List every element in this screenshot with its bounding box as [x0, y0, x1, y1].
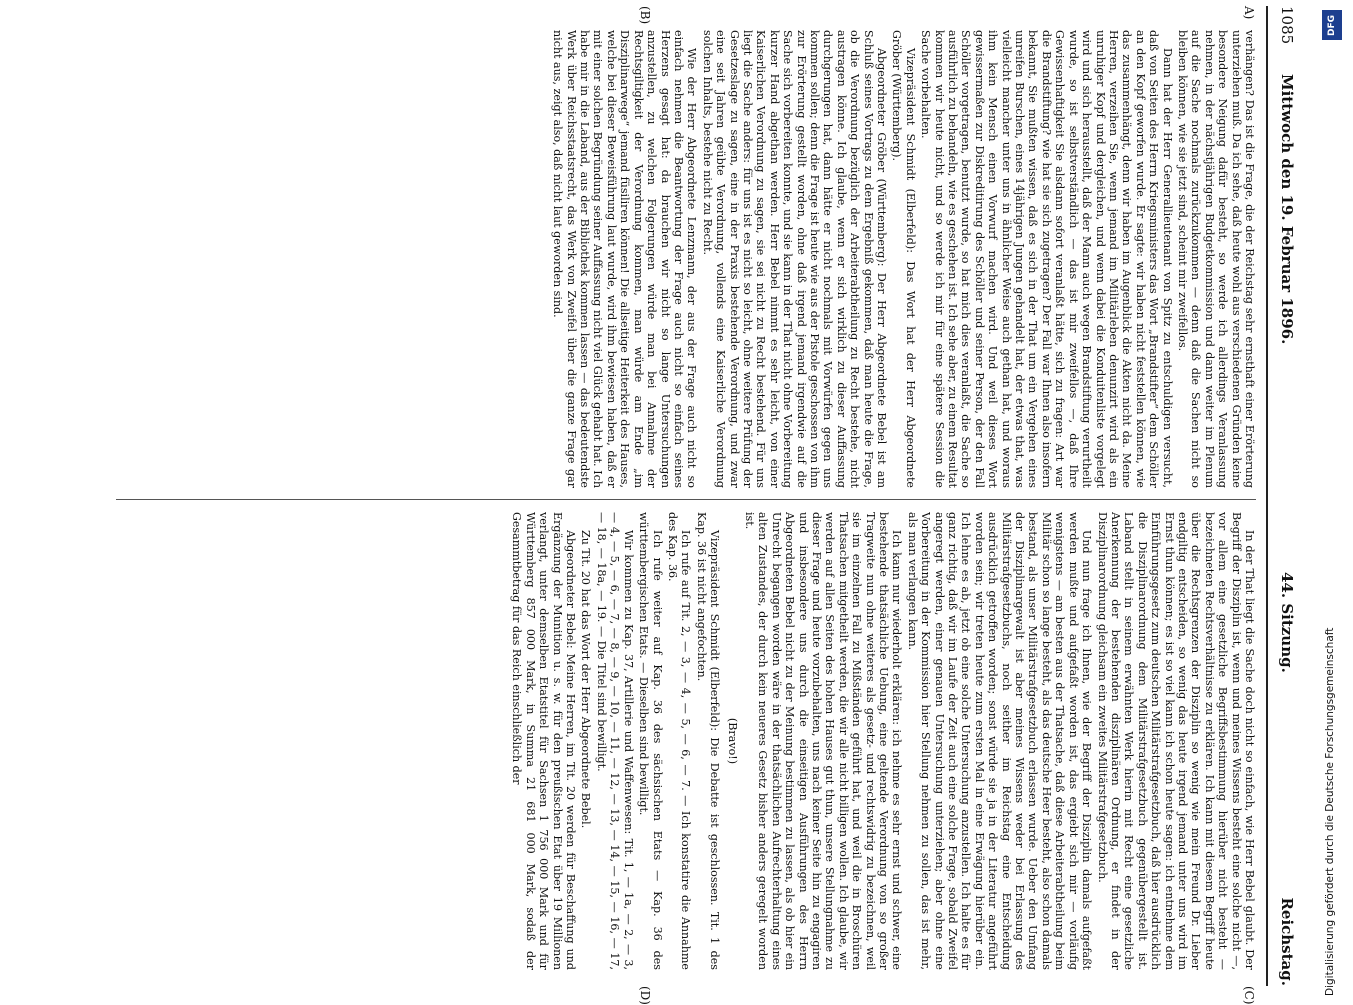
- applause-note: (Bravo!): [725, 717, 739, 765]
- digitization-note: [1322, 6, 1344, 996]
- paragraph: Ich rufe weiter auf Kap. 36 des sächsischen Etats — Kap. 36 des württembergischen Etats. — Dieselben sind bewilligt.: [637, 512, 664, 970]
- page-content: [32, 6, 1302, 1005]
- right-column: [56, 512, 1256, 970]
- paragraph: Abgeordneter Bebel: Meine Herren, im Tit. 20 werden für Beschaffung und Ergänzung der Munition u. s. w. für den preußischen Etat über 19 Millionen verlangt, unter demselben Etatstitel für Sachsen 1 756 000 Mark und für Württemberg 857 000 Mark, in Summa 21 681 000 Mark, sodaß der Gesammtbetrag für das Reich einschließlich der: [510, 512, 578, 970]
- left-column: [56, 30, 1256, 488]
- margin-marker-c: (C): [1242, 986, 1256, 1005]
- header-date: Mittwoch den 19. Februar 1896.: [1278, 74, 1296, 345]
- paragraph: Vizepräsident Schmidt (Elberfeld): Die Debatte ist geschlossen. Tit. 1 des Kap. 36 ist nicht angefochten.: [694, 512, 722, 970]
- paragraph: Ich kann nur wiederholt erklären: ich nehme es sehr ernst und schwer, eine bestehende thatsächliche Uebung, eine geltende Verordnung von so großer Tragweite nun ohne weiteres als gesetz- und rechtswidrig zu bezeichnen, weil sie im einzelnen Fall zu Mißständen geführt hat, und weil die in Broschüren Thatsachen mitgetheilt werden, die wir alle nicht billigen wollen. Ich glaube, wir werden auf allen Seiten des hohen Hauses gut thun, unsere Stellungnahme zu dieser Frage und heute vorzubehalten, uns nach keiner Seite hin zu engagiren und insbesondere uns durch die einseitigen Ausführungen des Herrn Abgeordneten Bebel nicht zu der Meinung bestimmen zu lassen, als ob hier ein Unrecht begangen worden wäre in der thatsächlichen Aufrechterhaltung eines alten Zustandes, der durch kein neueres Gesetz bisher anders geregelt worden ist.: [742, 512, 904, 970]
- paragraph: Und nun frage ich Ihnen, wie der Begriff der Disziplin damals aufgefaßt werden mußte und aufgefaßt worden ist, das ergiebt sich mir — vorläufig wenigstens — am besten aus der Thatsache, daß diese Arbeiterabtheilung beim Militär schon so lange besteht, als das deutsche Heer besteht, also schon damals bestand, als unser Militärstrafgesetzbuch erlassen wurde. Ueber den Umfang der Disziplinargewalt ist aber meines Wissens weder bei Erlassung des Militärstrafgesetzbuchs, noch seither im Reichstag eine Entscheidung ausdrücklich getroffen worden; sonst würde sie ja in der Literatur angeführt worden sein; wir treten heute zum ersten Mal in eine Erwägung hierüber ein. Ich lehne es ab, jetzt ob eine solche Untersuchung anzustellen. Ich halte es für ganz richtig, daß wir im Laufe der Zeit auch eine solche Frage, sobald Zweifel angeregt werden, einer genauen Untersuchung unterziehen; aber ohne eine Vorbereitung in der Kommission hier Stellung nehmen zu sollen, das ist mehr, als man verlangen kann.: [905, 512, 1094, 970]
- margin-marker-b: (B): [638, 6, 652, 25]
- header-house: Reichstag.: [1278, 897, 1296, 986]
- header-session: 44. Sitzung.: [1278, 572, 1296, 673]
- paragraph: Zu Tit. 20 hat das Wort der Herr Abgeordnete Bebel.: [579, 530, 593, 829]
- column-divider: [116, 499, 1256, 500]
- page-number: 1085: [1278, 6, 1296, 45]
- paragraph: Ich rufe auf Tit. 2, — 3, — 4, — 5, — 6, — 7. — Ich konstatire die Annahme des Kap. 36.: [665, 512, 693, 970]
- paragraph: Dann hat der Herr Generallieutenant von Spitz zu entschuldigen versucht, daß von Seiten des Herrn Kriegsministers das Wort „Brandstifter“ dem Schöller an den Kopf geworfen wurde. Er sagte: wir haben nicht feststellen können, wie das zusammenhängt, denn wir haben im Augenblick die Akten nicht da. Meine Herren, verzeihen Sie, wenn jemand im Militärleben denunzirt wird als ein unruhiger Kopf und dergleichen, und wenn dabei die Konduitenliste vorgelegt wird und sich herausstellt, daß der Mann auch wegen Brandstiftung verurtheilt wurde, so ist selbstverständlich — das ist mir zweifellos —, daß Ihre Gewissenhaftigkeit Sie alsdann sofort veranlaßt hätte, sich zu fragen: Art war die Brandstiftung? wie hat sie sich zugetragen? Der Fall war Ihnen also insofern bekannt, Sie mußten wissen, daß es sich in der That um ein Vergehen eines unreifen Burschen, eines 14jährigen Jungen gehandelt hat, der etwas that, was vielleicht mancher unter uns in ähnlicher Weise auch gethan hat, und woraus ihm kein Mensch einen Vorwurf machen wird. Und weil dieses Wort gewissermaßen zur Diskreditirung des Schöller und seiner Person, der den Fall Schöller vorgetragen, benutzt wurde, so hat mich dies veranlaßt, die Sache so ausführlich zu behandeln, wie es geschehen ist. Ich sehe aber, zu einem Resultat kommen wir heute nicht, und so werde ich mir für eine spätere Session die Sache vorbehalten.: [919, 30, 1174, 488]
- margin-marker-d: (D): [638, 986, 652, 1005]
- paragraph: In der That liegt die Sache doch nicht so einfach, wie Herr Bebel glaubt. Der Begriff der Disziplin ist, wenn und meines Wissens besteht eine solche nicht —, vor allem eine gesetzliche Begriffsbestimmung hierüber nicht besteht — bezeichneten Rechtsverhältnisse zu erklären. Ich kann mit diesem Begriff heute über die Rechtsgrenzen der Disziplin so wenig wie mein Freund Dr. Lieber endgiltig entscheiden, so wenig das heute irgend jemand unter uns wird im Ernst thun können; es ist so viel kann ich schon heute sagen: ich entnehme dem Einführungsgesetz zum deutschen Militärstrafgesetzbuch, daß hier ausdrücklich die Disziplinarordnung dem Militärstrafgesetzbuch gegenübergestellt ist. Laband stellt in seinem erwähnten Werk hierin mit Recht eine gesetzliche Anerkennung der bestehenden disziplinären Ordnung, er findet in der Disziplinarordnung gleichsam ein zweites Militärstrafgesetzbuch.: [1095, 512, 1256, 970]
- paragraph: Abgeordneter Gröber (Württemberg): Der Herr Abgeordnete Bebel ist am Schluß seines Vortrags zu dem Ergebniß gekommen, daß man heute die Frage, ob die Verordnung bezüglich der Arbeiterabtheilung zu Recht bestehe, nicht austragen könne. Ich glaube, wenn er sich wirklich zu dieser Auffassung durchgerungen hat, dann hätte er nicht nochmals mit Vorwürfen gegen uns kommen sollen; denn die Frage ist heute wie aus der Pistole geschossen von ihm zur Erörterung gestellt worden, ohne daß irgend jemand irgendwie auf die Sache sich vorbereiten konnte, und sie kann in der That nicht ohne Vorbereitung kurzer Hand abgethan werden. Herr Bebel nimmt es sehr leicht, von einer Kaiserlichen Verordnung zu sagen, sie sei nicht zu Recht bestehend. Für uns liegt die Sache anders: für uns ist es nicht so leicht, ohne weitere Prüfung der Gesetzeslage zu sagen, eine in der Praxis bestehende Verordnung, und zwar eine seit Jahren geübte Verordnung, vollends eine Kaiserliche Verordnung solchen Inhalts, bestehe nicht zu Recht.: [700, 30, 889, 488]
- rotated-page: [26, 0, 1326, 1005]
- paragraph: Wie der Herr Abgeordnete Lenzmann, der aus der Frage auch nicht so einfach nehmen die Beantwortung der Frage auch nicht so einfach seines Herzens gesagt hat: da brauchen wir nicht so lange Untersuchungen anzustellen, zu welchen Folgerungen würde man bei Annahme der Rechtsgiltigkeit der Verordnung kommen, man würde am Ende „im Disziplinarwege“ jemand füsiliren können! Die allseitige Heiterkeit des Hauses, welche bei dieser Beweisführung laut wurde, wird ihm bewiesen haben, daß er mit einer solchen Begründung seiner Auffassung nicht viel Glück gehabt hat. Ich habe mir in die Laband, aus der Bibliothek kommen lassen — das bedeutendste Werk über Reichsstaatsrecht, das Werk von Zweifel über die ganze Frage gar nicht aus, zeigt also, daß nicht laut geworden sind.: [551, 30, 699, 488]
- paragraph: Vizepräsident Schmidt (Elberfeld): Das Wort hat der Herr Abgeordnete Gröber (Württemberg).: [890, 30, 917, 488]
- page-header: [1272, 6, 1302, 986]
- funding-note-text: Digitalisierung gefördert durch die Deutsche Forschungsgemeinschaft: [1324, 627, 1336, 996]
- paragraph: Wir kommen zu Kap. 37, Artillerie und Waffenwesen: Tit. 1, — 1a, — 2, — 3, — 4, — 5, — 6, — 7, — 8, — 9, — 10, — 11, — 12, — 13, — 14, — 15, — 16, — 17, — 18, — 18a, — 19. — Die Titel sind bewilligt.: [594, 512, 635, 970]
- dfg-logo: DFG: [1322, 10, 1342, 40]
- paragraph: verhängen? Das ist die Frage, die der Reichstag sehr ernsthaft einer Erörterung unterziehen muß. Da ich sehe, daß heute wohl aus verschiedenen Gründen keine besondere Neigung dafür besteht, so werde ich allerdings Veranlassung nehmen, in der nächstjährigen Budgetkommission und dann weiter im Plenum auf die Sache nochmals zurückzukommen — denn daß die Sachen nicht so bleiben können, wie sie jetzt sind, scheint mir zweifellos.: [1175, 30, 1256, 488]
- margin-marker-a: A): [1242, 6, 1256, 20]
- header-rule: [1266, 6, 1268, 986]
